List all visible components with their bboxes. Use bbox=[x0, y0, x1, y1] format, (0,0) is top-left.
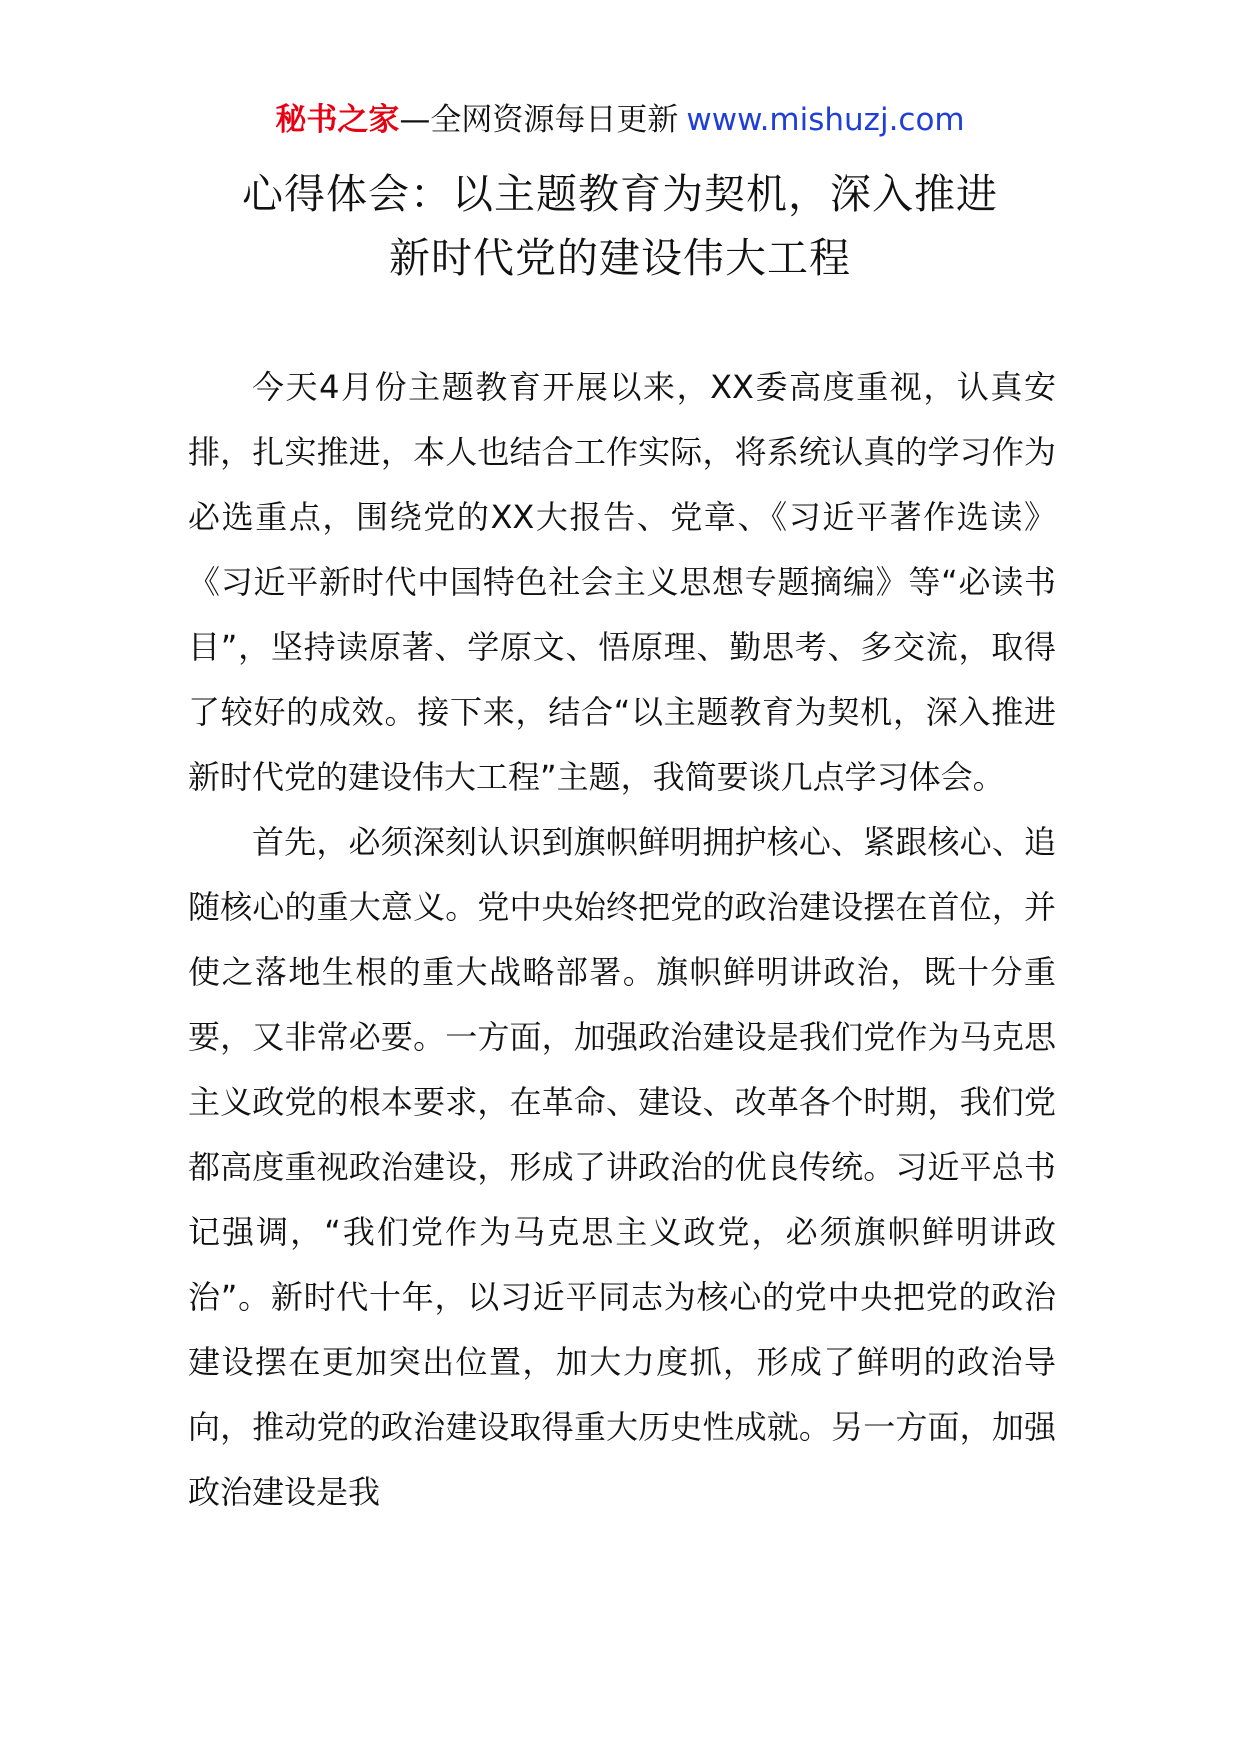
document-body bbox=[188, 355, 1056, 1525]
site-header bbox=[0, 98, 1240, 142]
document-title-line-1: 心得体会：以主题教育为契机，深入推进 bbox=[242, 170, 998, 218]
site-url-link[interactable]: www.mishuzj.com bbox=[686, 102, 965, 138]
body-paragraph-1: 今天4月份主题教育开展以来，XX委高度重视，认真安排，扎实推进，本人也结合工作实际，将系统认真的学习作为必选重点，围绕党的XX大报告、党章、《习近平著作选读》《习近平新时代中国特色社会主义思想专题摘编》等“必读书目”，坚持读原著、学原文、悟原理、勤思考、多交流，取得了较好的成效。接下来，结合“以主题教育为契机，深入推进新时代党的建设伟大工程”主题，我简要谈几点学习体会。 bbox=[188, 368, 1056, 796]
site-brand: 秘书之家 bbox=[275, 102, 400, 138]
site-slogan: —全网资源每日更新 bbox=[399, 102, 679, 138]
document-title-line-2: 新时代党的建设伟大工程 bbox=[389, 234, 851, 282]
body-paragraph-2: 首先，必须深刻认识到旗帜鲜明拥护核心、紧跟核心、追随核心的重大意义。党中央始终把党的政治建设摆在首位，并使之落地生根的重大战略部署。旗帜鲜明讲政治，既十分重要，又非常必要。一方面，加强政治建设是我们党作为马克思主义政党的根本要求，在革命、建设、改革各个时期，我们党都高度重视政治建设，形成了讲政治的优良传统。习近平总书记强调，“我们党作为马克思主义政党，必须旗帜鲜明讲政治”。新时代十年，以习近平同志为核心的党中央把党的政治建设摆在更加突出位置，加大力度抓，形成了鲜明的政治导向，推动党的政治建设取得重大历史性成就。另一方面，加强政治建设是我 bbox=[188, 823, 1056, 1511]
document-title bbox=[0, 162, 1240, 290]
